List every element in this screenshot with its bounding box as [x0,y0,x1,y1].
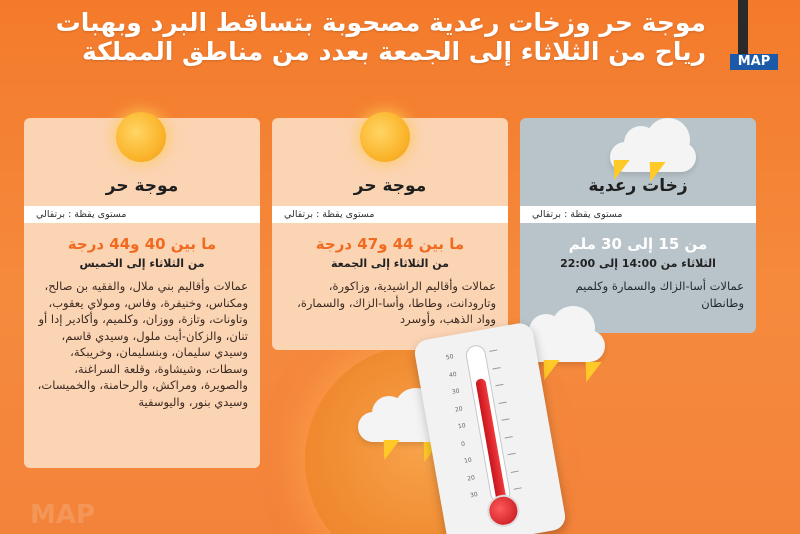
map-logo: MAP [730,54,778,70]
card-heading: زخات رعدية [588,176,688,196]
thermometer-tick-label: 20 [466,473,476,483]
watermark: MAP [30,500,96,530]
card-heatwave-2 [272,118,508,350]
thermometer-tick [498,401,506,403]
thermometer-tick-label: 50 [445,353,455,362]
thermometer-tick [492,367,500,369]
thermometer-tick-label: 30 [451,387,461,396]
thermometer-mercury [475,378,507,503]
temperature-range: ما بين 40 و44 درجة [67,235,217,253]
thermometer-tick-label: 10 [457,422,467,431]
regions-text: عمالات أسا-الزاك والسمارة وكلميم وطانطان [575,279,744,310]
regions-text: عمالات وأقاليم بني ملال، والفقيه بن صالح، ومكناس، وخنيفرة، وفاس، ومولاي يعقوب، وتاونات، وتازة، ووزان، وكلميم، وأكادير إدا أو تنان، والزكان-أيت ملول، وسيدي قاسم، وسيدي سليمان، وبنسليمان، وخريبكة، وسطات، وشيشاوة، وقلعة السراغنة، والصويرة، ومراكش، والرحامنة، والخميسات، وسيدي بنور، واليوسفية [37,279,248,409]
temperature-range: ما بين 44 و47 درجة [315,235,465,253]
alert-level-badge: مستوى يقظة : برتقالي [520,206,756,223]
lightning-icon [578,362,601,382]
thermometer-tick-label: 0 [460,440,466,448]
page-title: موجة حر وزخات رعدية مصحوبة بتساقط البرد وبهبات رياح من الثلاثاء إلى الجمعة بعدد من مناطق المملكة [55,8,706,66]
period-text: من الثلاثاء إلى الخميس [79,257,205,270]
card-thunderstorms [520,118,756,333]
thermometer-tick [502,418,510,420]
card-heading: موجة حر [353,176,427,196]
thermometer-tick [505,436,513,438]
thermometer-tick [508,453,516,455]
thermometer-tick [489,349,497,351]
rain-range: من 15 إلى 30 ملم [568,235,708,253]
thermometer-tick-label: 40 [448,370,458,379]
alert-level-badge: مستوى يقظة : برتقالي [24,206,260,223]
card-heading: موجة حر [105,176,179,196]
thermometer-tick [495,384,503,386]
regions-text: عمالات وأقاليم الراشيدية، وزاكورة، وتارودانت، وطاطا، وأسا-الزاك، والسمارة، وواد الذهب، وأوسرد [297,279,496,326]
thermometer-tick [514,487,522,489]
alert-level-badge: مستوى يقظة : برتقالي [272,206,508,223]
thermometer-tick-label: 20 [454,404,464,414]
thermometer-tick-label: 10 [463,456,473,465]
period-text: من الثلاثاء إلى الجمعة [331,257,449,270]
sun-icon [116,112,166,162]
sun-icon [360,112,410,162]
thermometer-tick-label: 30 [469,491,479,500]
thermometer-tick [511,470,519,472]
period-text: الثلاثاء من 14:00 إلى 22:00 [560,257,716,270]
card-heatwave-1 [24,118,260,468]
